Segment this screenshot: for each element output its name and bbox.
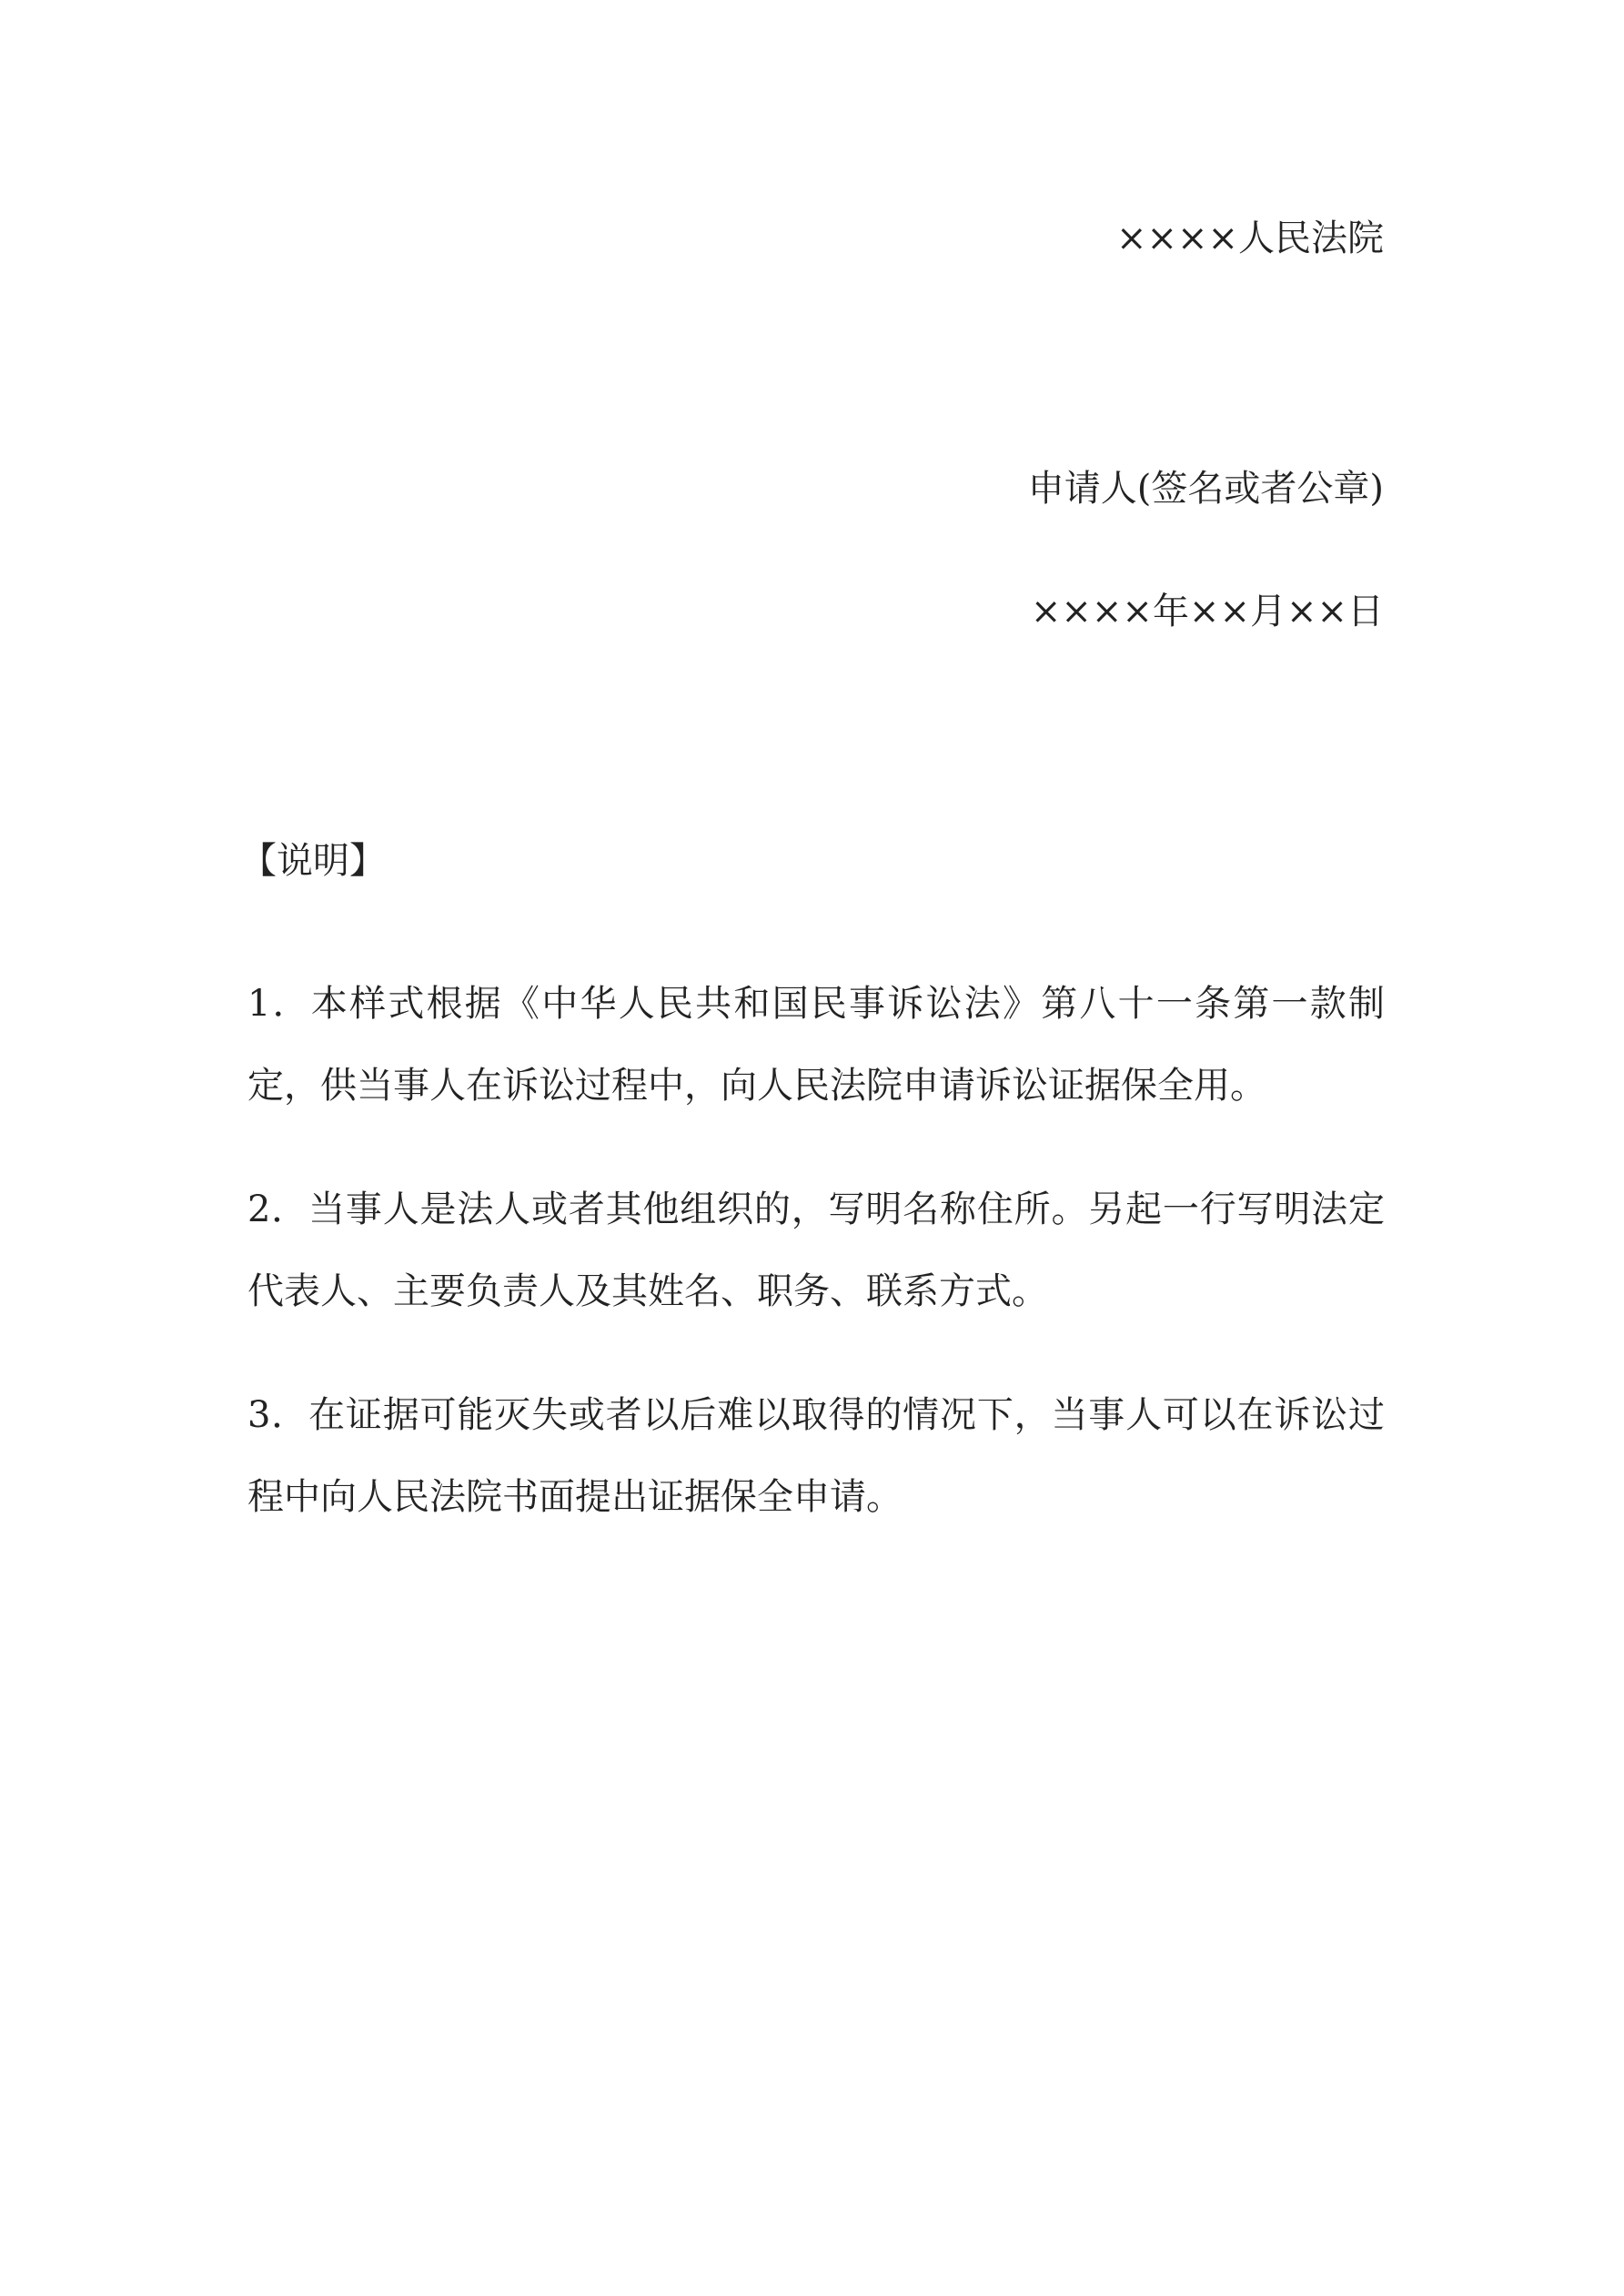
notes-list: [247, 963, 1385, 1538]
note-item-2: 2．当事人是法人或者其他组织的，写明名称住所。另起一行写明法定代表人、主要负责人及其姓名、职务、联系方式。: [247, 1188, 1385, 1312]
note-item-3: 3．在证据可能灭失或者以后难以取得的情况下，当事人可以在诉讼过程中向人民法院书面提出证据保全申请。: [247, 1394, 1385, 1518]
applicant-signature-line: 申请人(签名或者公章): [1027, 468, 1384, 510]
date-line: ××××年××月××日: [1030, 591, 1384, 632]
note-item-1: 1．本样式根据《中华人民共和国民事诉讼法》第八十一条第一款制定，供当事人在诉讼过程中，向人民法院申请诉讼证据保全用。: [247, 983, 1385, 1107]
notes-heading: 【说明】: [240, 840, 386, 882]
court-name: ××××人民法院: [1115, 217, 1384, 259]
